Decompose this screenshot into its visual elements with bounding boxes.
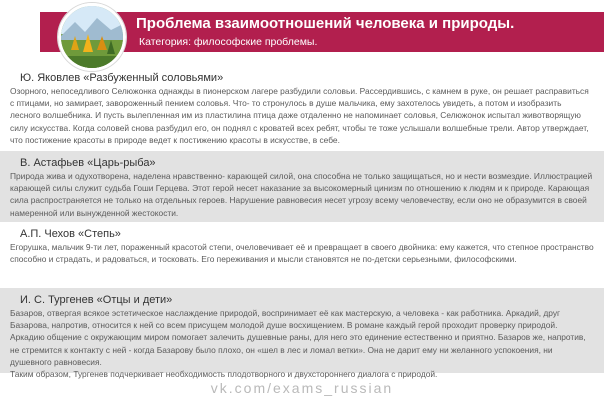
footer-link[interactable]: vk.com/exams_russian [210, 380, 394, 396]
page-header [0, 0, 604, 66]
page-category: Категория: философские проблемы. [139, 36, 318, 48]
section-title: В. Астафьев «Царь-рыба» [20, 157, 156, 169]
section-body: Озорного, непоседливого Селюжонка однажды в пионерском лагере разбудили соловьи. Рассердившись, с камнем в руке, он решает расправиться с птицами, но замирает, завороженный пением соловья. Что- то стронулось в душе мальчика, ему захотелось увидеть, а потом и изобразить лесного волшебника. И пусть вылепленная им из пластилина птица даже отдаленно не напоминает соловья, Селюжонок испытал животворящую силу искусства. Когда соловей снова разбудил его, он поднял с кроватей всех ребят, чтобы те тоже услышали волшебные трели. Автор утверждает, что постижение красоты в природе ведет к постижению красоты в искусстве, в себе. [10, 86, 589, 145]
section-title: А.П. Чехов «Степь» [20, 228, 121, 240]
page-title: Проблема взаимоотношений человека и природы. [136, 15, 515, 32]
section-body: Природа жива и одухотворена, наделена нравственно- карающей силой, она способна не только защищаться, но и нести возмездие. Иллюстрацией карающей силы служит судьба Гоши Герцева. Этот герой несет наказание за высокомерный цинизм по отношению к людям и к природе. Карающая сила распространяется не только на отдельных героев. Нарушение равновесия несет угрозу всему человечеству, если оно не образумится в своей намеренной или вынужденной жестокости. [10, 171, 593, 218]
section-chekhov [0, 222, 604, 285]
section-turgenev [0, 288, 604, 380]
section-body-text: Базаров, отвергая всякое эстетическое наслаждение природой, воспринимает её как мастерскую, а человека - как работника. Аркадий, друг Базарова, напротив, относится к ней со всем присущем молодой душе восхищением. В романе каждый герой проходит проверку природой. Аркадию общение с окружающим миром помогает залечить душевные раны, для него это единение естественно и приятно. Базаров же, напротив, не стремится к контакту с ней - когда Базарову было плохо, он «шел в лес и ломал ветки». Она не дарит ему ни желанного успокоения, ни душевного равновесия. [10, 308, 586, 367]
section-astafyev [0, 151, 604, 222]
section-conclusion: Таким образом, Тургенев подчеркивает необходимость плодотворного и двухстороннего диалога с природой. [10, 369, 438, 380]
nature-landscape-logo [58, 3, 126, 71]
section-title: Ю. Яковлев «Разбуженный соловьями» [20, 72, 224, 84]
section-title: И. С. Тургенев «Отцы и дети» [20, 294, 173, 306]
section-body: Егорушка, мальчик 9-ти лет, пораженный красотой степи, очеловечивает её и превращает в своего двойника: ему кажется, что степное пространство способно и страдать, и радоваться, и тосковать. Его переживания и мысли становятся не по-детски серьезными, философскими. [10, 242, 594, 265]
section-body [0, 307, 604, 380]
